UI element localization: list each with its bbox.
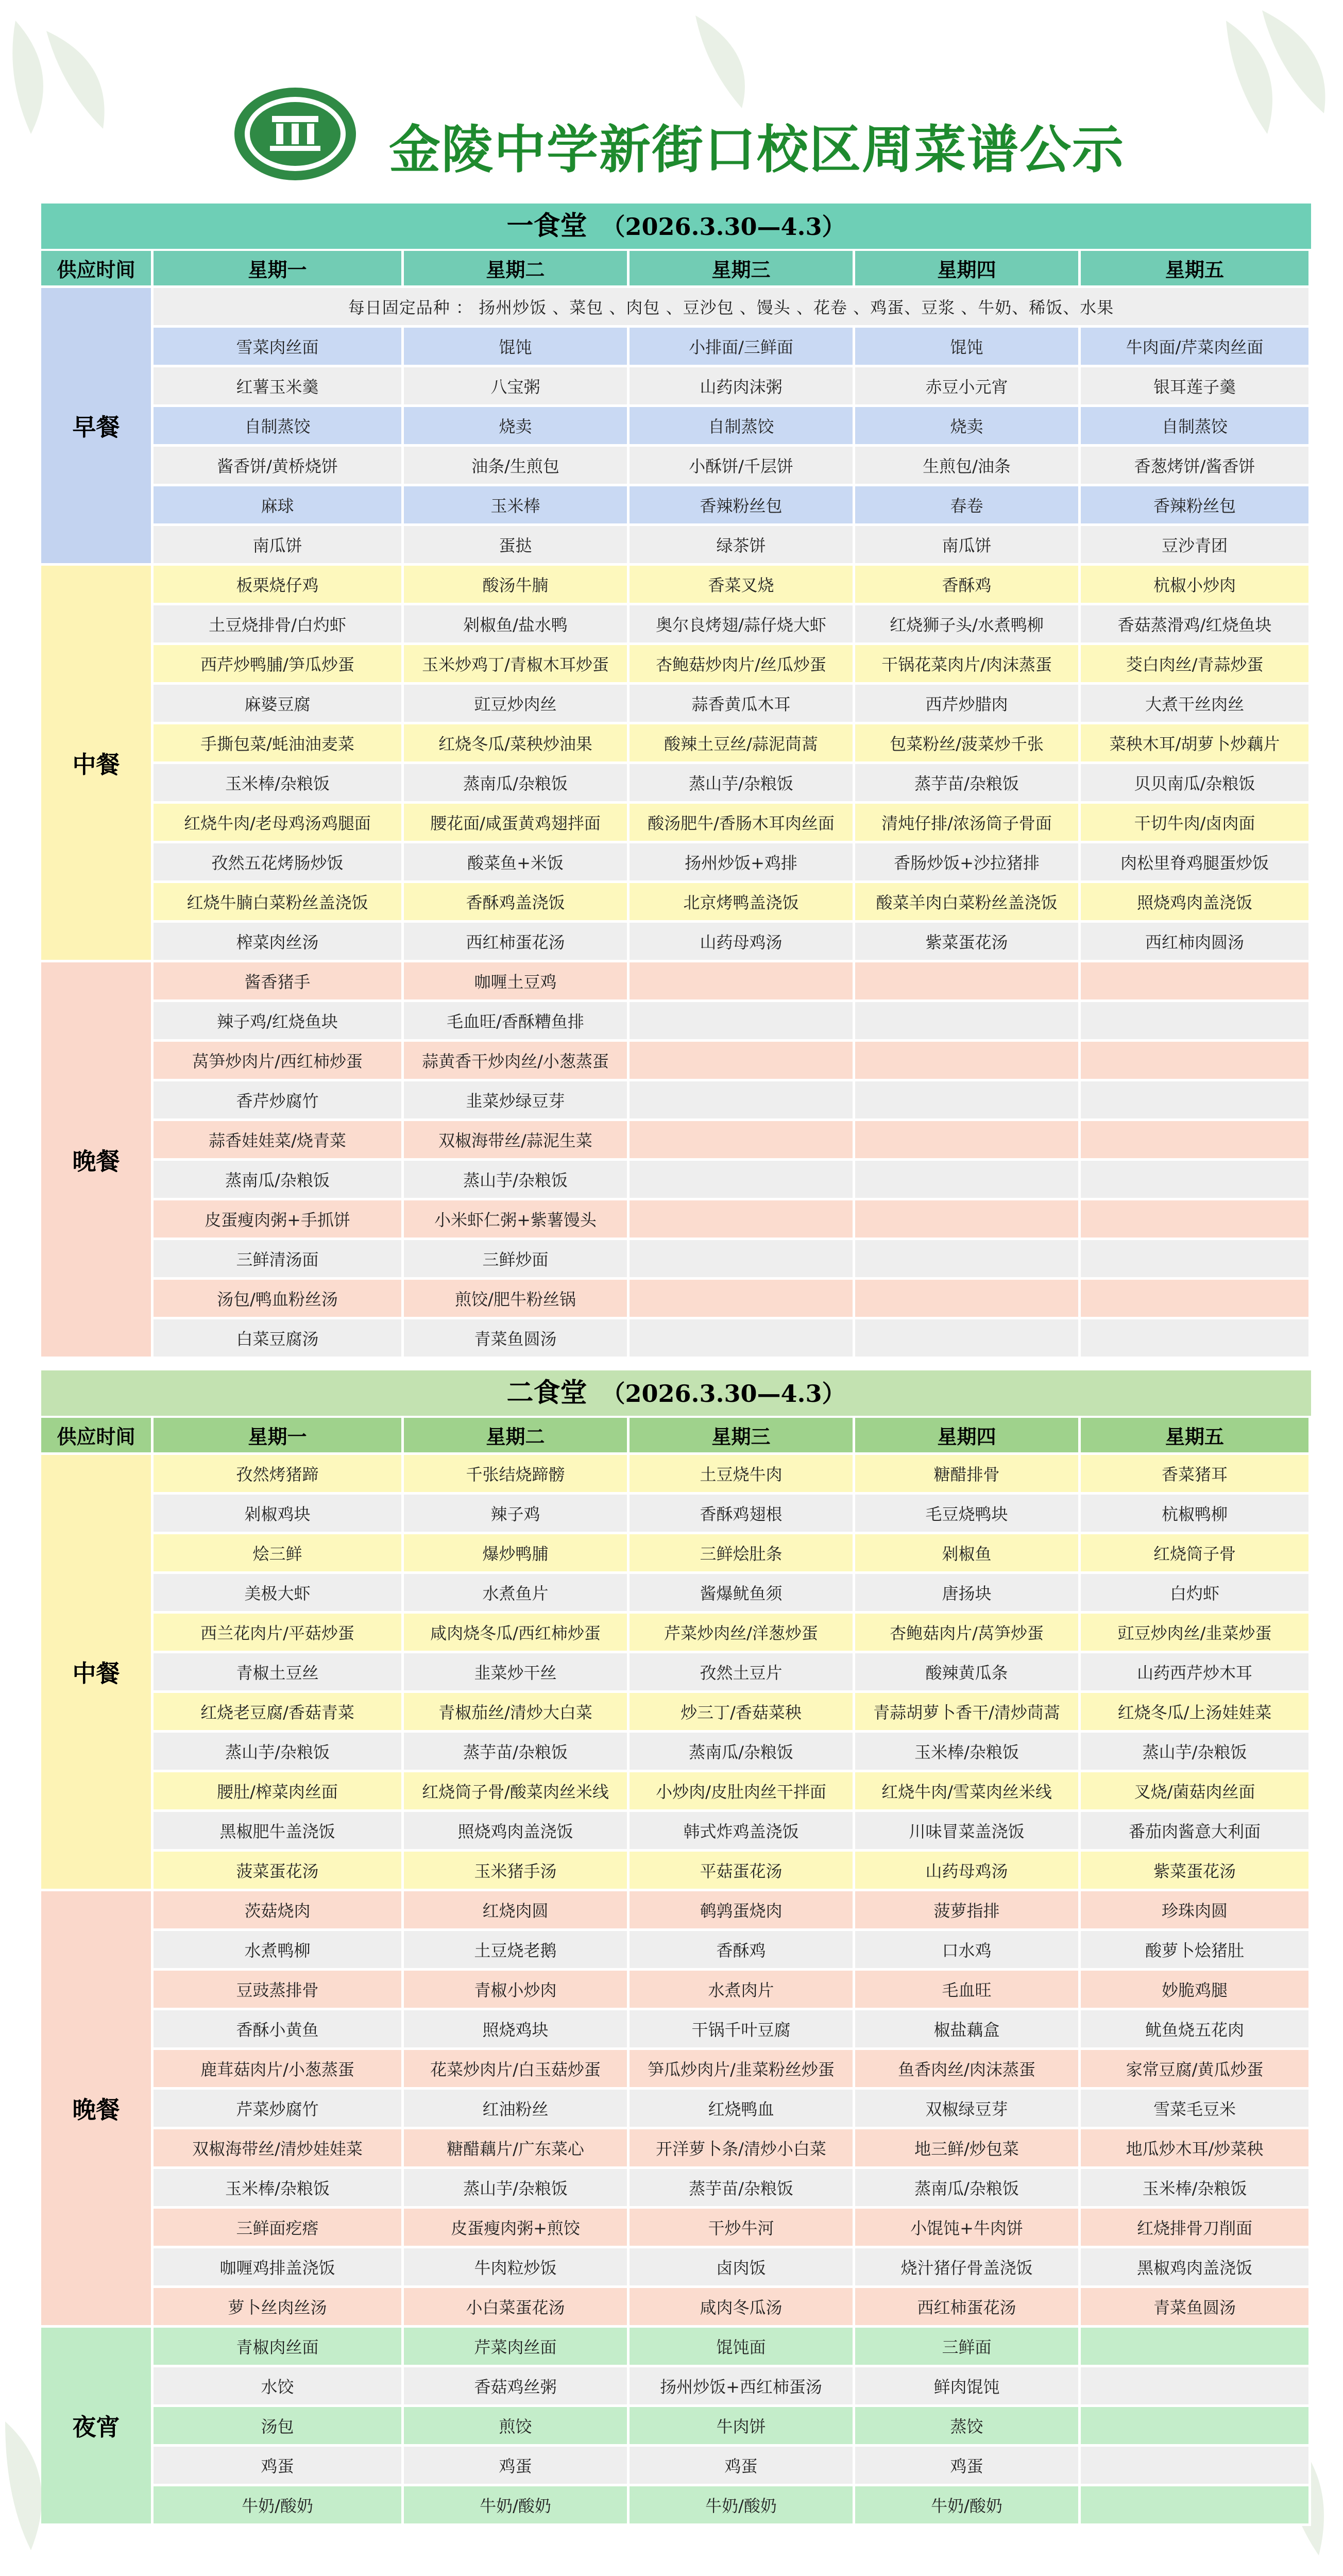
dish-cell: [1081, 1121, 1311, 1161]
dish-cell: 酸汤肥牛/香肠木耳肉丝面: [630, 804, 855, 843]
dish-cell: 韭菜炒干丝: [404, 1653, 630, 1693]
dish-cell: 酸菜羊肉白菜粉丝盖浇饭: [855, 883, 1081, 923]
dish-cell: 西兰花肉片/平菇炒蛋: [154, 1614, 404, 1653]
dish-cell: 馄饨: [855, 328, 1081, 367]
dish-cell: 珍珠肉圆: [1081, 1891, 1311, 1931]
dish-cell: 芹菜炒肉丝/洋葱炒蛋: [630, 1614, 855, 1653]
dish-cell: 鸡蛋: [154, 2447, 404, 2486]
dish-cell: 牛奶/酸奶: [855, 2486, 1081, 2526]
dish-cell: 香辣粉丝包: [630, 486, 855, 526]
meal-label: 早餐: [41, 288, 154, 566]
dish-cell: 烧汁猪仔骨盖浇饭: [855, 2248, 1081, 2288]
dish-cell: 三鲜面疙瘩: [154, 2209, 404, 2248]
dish-cell: 咖喱土豆鸡: [404, 962, 630, 1002]
dish-cell: 蒜香黄瓜木耳: [630, 685, 855, 724]
dish-cell: 山药西芹炒木耳: [1081, 1653, 1311, 1693]
dish-cell: 小馄饨+牛肉饼: [855, 2209, 1081, 2248]
dish-cell: 自制蒸饺: [630, 407, 855, 447]
dish-cell: 豇豆炒肉丝/韭菜炒蛋: [1081, 1614, 1311, 1653]
dish-cell: 雪菜毛豆米: [1081, 2090, 1311, 2129]
dish-cell: 蒸芋苗/杂粮饭: [630, 2169, 855, 2209]
dish-cell: 红烧冬瓜/菜秧炒油果: [404, 724, 630, 764]
dish-cell: 唐扬块: [855, 1574, 1081, 1614]
dish-cell: 酸汤牛腩: [404, 566, 630, 605]
dish-cell: 口水鸡: [855, 1931, 1081, 1971]
section-title: [41, 204, 1311, 251]
dish-cell: 麻球: [154, 486, 404, 526]
dish-cell: [630, 962, 855, 1002]
dish-cell: 香酥小黄鱼: [154, 2010, 404, 2050]
dish-cell: 三鲜清汤面: [154, 1240, 404, 1280]
dish-cell: 生煎包/油条: [855, 447, 1081, 486]
dish-cell: [855, 1280, 1081, 1319]
dish-cell: 水煮鱼片: [404, 1574, 630, 1614]
dish-cell: 千张结烧蹄髈: [404, 1455, 630, 1495]
dish-cell: 蒸山芋/杂粮饭: [404, 2169, 630, 2209]
dish-cell: 糖醋藕片/广东菜心: [404, 2129, 630, 2169]
dish-cell: 杭椒鸭柳: [1081, 1495, 1311, 1534]
meal-label: 晚餐: [41, 962, 154, 1359]
dish-cell: 菠菜蛋花汤: [154, 1852, 404, 1891]
dish-cell: 炒三丁/香菇菜秧: [630, 1693, 855, 1733]
dish-cell: 土豆烧老鹅: [404, 1931, 630, 1971]
dish-cell: [1081, 2486, 1311, 2526]
canteen-name: 一食堂: [506, 211, 587, 242]
supply-time-header: 供应时间: [41, 1418, 154, 1455]
dish-cell: 红薯玉米羹: [154, 367, 404, 407]
dish-cell: 红烧牛肉/雪菜肉丝米线: [855, 1772, 1081, 1812]
dish-cell: 鱿鱼烧五花肉: [1081, 2010, 1311, 2050]
dish-cell: 笋瓜炒肉片/韭菜粉丝炒蛋: [630, 2050, 855, 2090]
dish-cell: 干炒牛河: [630, 2209, 855, 2248]
dish-cell: 萝卜丝肉丝汤: [154, 2288, 404, 2328]
dish-cell: 鹌鹑蛋烧肉: [630, 1891, 855, 1931]
dish-cell: 汤包: [154, 2407, 404, 2447]
dish-cell: 红烧筒子骨/酸菜肉丝米线: [404, 1772, 630, 1812]
dish-cell: 豆豉蒸排骨: [154, 1971, 404, 2010]
dish-cell: 酱爆鱿鱼须: [630, 1574, 855, 1614]
dish-cell: 红烧牛腩白菜粉丝盖浇饭: [154, 883, 404, 923]
dish-cell: [630, 1319, 855, 1359]
dish-cell: 小米虾仁粥+紫薯馒头: [404, 1200, 630, 1240]
weekday-header: 星期一: [154, 251, 404, 288]
dish-cell: 蒸南瓜/杂粮饭: [855, 2169, 1081, 2209]
dish-cell: 蒸山芋/杂粮饭: [630, 764, 855, 804]
dish-cell: [1081, 1319, 1311, 1359]
dish-cell: 自制蒸饺: [1081, 407, 1311, 447]
dish-cell: 水煮肉片: [630, 1971, 855, 2010]
dish-cell: 玉米炒鸡丁/青椒木耳炒蛋: [404, 645, 630, 685]
dish-cell: [1081, 1200, 1311, 1240]
dish-cell: 青椒茄丝/清炒大白菜: [404, 1693, 630, 1733]
dish-cell: 玉米棒/杂粮饭: [1081, 2169, 1311, 2209]
dish-cell: 蒸南瓜/杂粮饭: [404, 764, 630, 804]
dish-cell: 牛肉面/芹菜肉丝面: [1081, 328, 1311, 367]
dish-cell: 叉烧/菌菇肉丝面: [1081, 1772, 1311, 1812]
dish-cell: 爆炒鸭脯: [404, 1534, 630, 1574]
dish-cell: 玉米棒: [404, 486, 630, 526]
dish-cell: 红烧筒子骨: [1081, 1534, 1311, 1574]
dish-cell: 酸菜鱼+米饭: [404, 843, 630, 883]
dish-cell: 西红柿蛋花汤: [855, 2288, 1081, 2328]
dish-cell: 牛肉饼: [630, 2407, 855, 2447]
dish-cell: [630, 1042, 855, 1081]
dish-cell: 卤肉饭: [630, 2248, 855, 2288]
dish-cell: [1081, 2407, 1311, 2447]
weekday-header: 星期一: [154, 1418, 404, 1455]
dish-cell: 鸡蛋: [404, 2447, 630, 2486]
dish-cell: 大煮干丝肉丝: [1081, 685, 1311, 724]
dish-cell: 香葱烤饼/酱香饼: [1081, 447, 1311, 486]
dish-cell: [630, 1002, 855, 1042]
dish-cell: 香菇鸡丝粥: [404, 2367, 630, 2407]
dish-cell: 双椒海带丝/清炒娃娃菜: [154, 2129, 404, 2169]
dish-cell: 红烧牛肉/老母鸡汤鸡腿面: [154, 804, 404, 843]
date-range: （2026.3.30—4.3）: [601, 213, 846, 241]
dish-cell: 孜然烤猪蹄: [154, 1455, 404, 1495]
dish-cell: [630, 1121, 855, 1161]
dish-cell: 鸡蛋: [630, 2447, 855, 2486]
dish-cell: 玉米棒/杂粮饭: [154, 2169, 404, 2209]
dish-cell: [855, 1002, 1081, 1042]
dish-cell: 油条/生煎包: [404, 447, 630, 486]
dish-cell: 韭菜炒绿豆芽: [404, 1081, 630, 1121]
dish-cell: 馄饨面: [630, 2328, 855, 2367]
dish-cell: [855, 1081, 1081, 1121]
dish-cell: 南瓜饼: [855, 526, 1081, 566]
dish-cell: 青椒肉丝面: [154, 2328, 404, 2367]
dish-cell: 椒盐藕盒: [855, 2010, 1081, 2050]
dish-cell: 蒸山芋/杂粮饭: [1081, 1733, 1311, 1772]
dish-cell: 馄饨: [404, 328, 630, 367]
dish-cell: 豆沙青团: [1081, 526, 1311, 566]
dish-cell: 菠萝指排: [855, 1891, 1081, 1931]
dish-cell: [630, 1081, 855, 1121]
dish-cell: 干锅千叶豆腐: [630, 2010, 855, 2050]
dish-cell: 剁椒鸡块: [154, 1495, 404, 1534]
dish-cell: 青椒小炒肉: [404, 1971, 630, 2010]
dish-cell: 紫菜蛋花汤: [855, 923, 1081, 962]
dish-cell: 蒸南瓜/杂粮饭: [630, 1733, 855, 1772]
dish-cell: 牛奶/酸奶: [630, 2486, 855, 2526]
section-title: [41, 1370, 1311, 1418]
dish-cell: 红烧鸭血: [630, 2090, 855, 2129]
dish-cell: 豇豆炒肉丝: [404, 685, 630, 724]
dish-cell: 红烧老豆腐/香菇青菜: [154, 1693, 404, 1733]
dish-cell: 蒜黄香干炒肉丝/小葱蒸蛋: [404, 1042, 630, 1081]
dish-cell: 青菜鱼圆汤: [1081, 2288, 1311, 2328]
dish-cell: 蒸芋苗/杂粮饭: [404, 1733, 630, 1772]
dish-cell: 肉松里脊鸡腿蛋炒饭: [1081, 843, 1311, 883]
dish-cell: 皮蛋瘦肉粥+手抓饼: [154, 1200, 404, 1240]
dish-cell: 辣子鸡/红烧鱼块: [154, 1002, 404, 1042]
dish-cell: 山药母鸡汤: [630, 923, 855, 962]
dish-cell: 酸萝卜烩猪肚: [1081, 1931, 1311, 1971]
dish-cell: 南瓜饼: [154, 526, 404, 566]
dish-cell: [855, 1042, 1081, 1081]
dish-cell: 玉米猪手汤: [404, 1852, 630, 1891]
weekday-header: 星期二: [404, 251, 630, 288]
dish-cell: 剁椒鱼/盐水鸭: [404, 605, 630, 645]
dish-cell: 辣子鸡: [404, 1495, 630, 1534]
dish-cell: 茭白肉丝/青蒜炒蛋: [1081, 645, 1311, 685]
weekday-header: 星期五: [1081, 251, 1311, 288]
dish-cell: 香芹炒腐竹: [154, 1081, 404, 1121]
dish-cell: 小排面/三鲜面: [630, 328, 855, 367]
dish-cell: 红烧肉圆: [404, 1891, 630, 1931]
dish-cell: 赤豆小元宵: [855, 367, 1081, 407]
dish-cell: 蒸山芋/杂粮饭: [404, 1161, 630, 1200]
page-title: 金陵中学新街口校区周菜谱公示: [389, 120, 1125, 180]
dish-cell: 红油粉丝: [404, 2090, 630, 2129]
dish-cell: 扬州炒饭+鸡排: [630, 843, 855, 883]
weekday-header: 星期五: [1081, 1418, 1311, 1455]
dish-cell: 扬州炒饭+西红柿蛋汤: [630, 2367, 855, 2407]
dish-cell: 咸肉冬瓜汤: [630, 2288, 855, 2328]
canteen-name: 二食堂: [506, 1378, 587, 1409]
dish-cell: 香酥鸡: [855, 566, 1081, 605]
dish-cell: 银耳莲子羹: [1081, 367, 1311, 407]
dish-cell: 水饺: [154, 2367, 404, 2407]
dish-cell: 酸辣黄瓜条: [855, 1653, 1081, 1693]
dish-cell: 家常豆腐/黄瓜炒蛋: [1081, 2050, 1311, 2090]
dish-cell: 鹿茸菇肉片/小葱蒸蛋: [154, 2050, 404, 2090]
dish-cell: 毛豆烧鸭块: [855, 1495, 1081, 1534]
dish-cell: 平菇蛋花汤: [630, 1852, 855, 1891]
dish-cell: 八宝粥: [404, 367, 630, 407]
dish-cell: 煎饺/肥牛粉丝锅: [404, 1280, 630, 1319]
daily-fixed-items: 每日固定品种 ： 扬州炒饭 、菜包 、肉包 、豆沙包 、馒头 、花卷 、鸡蛋、豆浆 、牛奶、稀饭、水果: [154, 288, 1311, 328]
dish-cell: [1081, 2447, 1311, 2486]
dish-cell: 地瓜炒木耳/炒菜秧: [1081, 2129, 1311, 2169]
dish-cell: 小酥饼/千层饼: [630, 447, 855, 486]
dish-cell: 北京烤鸭盖浇饭: [630, 883, 855, 923]
dish-cell: 香菇蒸滑鸡/红烧鱼块: [1081, 605, 1311, 645]
dish-cell: 雪菜肉丝面: [154, 328, 404, 367]
dish-cell: [855, 1121, 1081, 1161]
dish-cell: 韩式炸鸡盖浇饭: [630, 1812, 855, 1852]
dish-cell: 香肠炒饭+沙拉猪排: [855, 843, 1081, 883]
dish-cell: 菜秧木耳/胡萝卜炒藕片: [1081, 724, 1311, 764]
dish-cell: 杏鲍菇炒肉片/丝瓜炒蛋: [630, 645, 855, 685]
dish-cell: 白灼虾: [1081, 1574, 1311, 1614]
weekday-header: 星期二: [404, 1418, 630, 1455]
dish-cell: [1081, 1081, 1311, 1121]
dish-cell: 土豆烧排骨/白灼虾: [154, 605, 404, 645]
dish-cell: 西芹炒腊肉: [855, 685, 1081, 724]
dish-cell: 芹菜肉丝面: [404, 2328, 630, 2367]
dish-cell: 莴笋炒肉片/西红柿炒蛋: [154, 1042, 404, 1081]
dish-cell: 绿茶饼: [630, 526, 855, 566]
dish-cell: 照烧鸡肉盖浇饭: [404, 1812, 630, 1852]
dish-cell: 青菜鱼圆汤: [404, 1319, 630, 1359]
dish-cell: 蒸芋苗/杂粮饭: [855, 764, 1081, 804]
dish-cell: 西芹炒鸭脯/笋瓜炒蛋: [154, 645, 404, 685]
dish-cell: 酱香饼/黄桥烧饼: [154, 447, 404, 486]
weekday-header: 星期三: [630, 1418, 855, 1455]
dish-cell: 汤包/鸭血粉丝汤: [154, 1280, 404, 1319]
dish-cell: [855, 1319, 1081, 1359]
dish-cell: 蒸山芋/杂粮饭: [154, 1733, 404, 1772]
dish-cell: 川味冒菜盖浇饭: [855, 1812, 1081, 1852]
meal-label: 中餐: [41, 566, 154, 962]
dish-cell: 青蒜胡萝卜香干/清炒茼蒿: [855, 1693, 1081, 1733]
dish-cell: 香菜叉烧: [630, 566, 855, 605]
dish-cell: 贝贝南瓜/杂粮饭: [1081, 764, 1311, 804]
dish-cell: 紫菜蛋花汤: [1081, 1852, 1311, 1891]
canteen-two-section: [41, 1370, 1311, 2526]
dish-cell: 双椒绿豆芽: [855, 2090, 1081, 2129]
dish-cell: 红烧狮子头/水煮鸭柳: [855, 605, 1081, 645]
dish-cell: [855, 1240, 1081, 1280]
dish-cell: 香酥鸡盖浇饭: [404, 883, 630, 923]
dish-cell: 茨菇烧肉: [154, 1891, 404, 1931]
dish-cell: 香辣粉丝包: [1081, 486, 1311, 526]
dish-cell: 剁椒鱼: [855, 1534, 1081, 1574]
dish-cell: 山药肉沫粥: [630, 367, 855, 407]
dish-cell: 牛奶/酸奶: [404, 2486, 630, 2526]
dish-cell: 春卷: [855, 486, 1081, 526]
dish-cell: 三鲜面: [855, 2328, 1081, 2367]
dish-cell: 皮蛋瘦肉粥+煎饺: [404, 2209, 630, 2248]
dish-cell: 孜然五花烤肠炒饭: [154, 843, 404, 883]
dish-cell: 芹菜炒腐竹: [154, 2090, 404, 2129]
dish-cell: 鲜肉馄饨: [855, 2367, 1081, 2407]
dish-cell: 小炒肉/皮肚肉丝干拌面: [630, 1772, 855, 1812]
dish-cell: 美极大虾: [154, 1574, 404, 1614]
dish-cell: [630, 1200, 855, 1240]
dish-cell: 西红柿蛋花汤: [404, 923, 630, 962]
dish-cell: [1081, 1042, 1311, 1081]
dish-cell: [855, 962, 1081, 1002]
dish-cell: [630, 1161, 855, 1200]
meal-label: 晚餐: [41, 1891, 154, 2328]
dish-cell: 黑椒鸡肉盖浇饭: [1081, 2248, 1311, 2288]
dish-cell: 烧卖: [404, 407, 630, 447]
dish-cell: 蛋挞: [404, 526, 630, 566]
weekday-header: 星期四: [855, 1418, 1081, 1455]
dish-cell: 山药母鸡汤: [855, 1852, 1081, 1891]
dish-cell: 鱼香肉丝/肉沫蒸蛋: [855, 2050, 1081, 2090]
meal-label: 夜宵: [41, 2328, 154, 2526]
dish-cell: 玉米棒/杂粮饭: [154, 764, 404, 804]
dish-cell: 蒸饺: [855, 2407, 1081, 2447]
dish-cell: 开洋萝卜条/清炒小白菜: [630, 2129, 855, 2169]
dish-cell: 自制蒸饺: [154, 407, 404, 447]
dish-cell: 照烧鸡肉盖浇饭: [1081, 883, 1311, 923]
dish-cell: 番茄肉酱意大利面: [1081, 1812, 1311, 1852]
dish-cell: 酱香猪手: [154, 962, 404, 1002]
date-range: （2026.3.30—4.3）: [601, 1380, 846, 1408]
weekday-header: 星期四: [855, 251, 1081, 288]
dish-cell: 毛血旺/香酥糟鱼排: [404, 1002, 630, 1042]
dish-cell: 孜然土豆片: [630, 1653, 855, 1693]
dish-cell: 香酥鸡翅根: [630, 1495, 855, 1534]
page-header: [0, 0, 1343, 191]
dish-cell: [630, 1240, 855, 1280]
dish-cell: 牛肉粒炒饭: [404, 2248, 630, 2288]
dish-cell: 煎饺: [404, 2407, 630, 2447]
logo-year: 1888: [283, 170, 307, 180]
dish-cell: 鸡蛋: [855, 2447, 1081, 2486]
dish-cell: [1081, 962, 1311, 1002]
dish-cell: 腰花面/咸蛋黄鸡翅拌面: [404, 804, 630, 843]
dish-cell: 毛血旺: [855, 1971, 1081, 2010]
dish-cell: 青椒土豆丝: [154, 1653, 404, 1693]
dish-cell: 照烧鸡块: [404, 2010, 630, 2050]
supply-time-header: 供应时间: [41, 251, 154, 288]
dish-cell: [855, 1161, 1081, 1200]
dish-cell: 妙脆鸡腿: [1081, 1971, 1311, 2010]
dish-cell: 干切牛肉/卤肉面: [1081, 804, 1311, 843]
dish-cell: 土豆烧牛肉: [630, 1455, 855, 1495]
canteen-one-section: [41, 204, 1311, 1359]
dish-cell: [1081, 1002, 1311, 1042]
dish-cell: 蒸南瓜/杂粮饭: [154, 1161, 404, 1200]
dish-cell: [1081, 1280, 1311, 1319]
dish-cell: [1081, 1240, 1311, 1280]
dish-cell: 香菜猪耳: [1081, 1455, 1311, 1495]
dish-cell: 腰肚/榨菜肉丝面: [154, 1772, 404, 1812]
dish-cell: 三鲜炒面: [404, 1240, 630, 1280]
dish-cell: [1081, 1161, 1311, 1200]
dish-cell: 榨菜肉丝汤: [154, 923, 404, 962]
dish-cell: 板栗烧仔鸡: [154, 566, 404, 605]
dish-cell: 麻婆豆腐: [154, 685, 404, 724]
dish-cell: 咸肉烧冬瓜/西红柿炒蛋: [404, 1614, 630, 1653]
dish-cell: 包菜粉丝/菠菜炒千张: [855, 724, 1081, 764]
dish-cell: 香酥鸡: [630, 1931, 855, 1971]
menu-table: [41, 1418, 1311, 2526]
dish-cell: 杭椒小炒肉: [1081, 566, 1311, 605]
dish-cell: 西红柿肉圆汤: [1081, 923, 1311, 962]
dish-cell: 三鲜烩肚条: [630, 1534, 855, 1574]
dish-cell: 地三鲜/炒包菜: [855, 2129, 1081, 2169]
dish-cell: 白菜豆腐汤: [154, 1319, 404, 1359]
dish-cell: 牛奶/酸奶: [154, 2486, 404, 2526]
dish-cell: 奥尔良烤翅/蒜仔烧大虾: [630, 605, 855, 645]
dish-cell: [1081, 2328, 1311, 2367]
school-logo-icon: [231, 85, 360, 183]
dish-cell: 手撕包菜/蚝油油麦菜: [154, 724, 404, 764]
dish-cell: [1081, 2367, 1311, 2407]
dish-cell: 黑椒肥牛盖浇饭: [154, 1812, 404, 1852]
dish-cell: 玉米棒/杂粮饭: [855, 1733, 1081, 1772]
dish-cell: 水煮鸭柳: [154, 1931, 404, 1971]
dish-cell: 咖喱鸡排盖浇饭: [154, 2248, 404, 2288]
dish-cell: 烩三鲜: [154, 1534, 404, 1574]
meal-label: 中餐: [41, 1455, 154, 1891]
dish-cell: 小白菜蛋花汤: [404, 2288, 630, 2328]
dish-cell: [855, 1200, 1081, 1240]
dish-cell: 红烧排骨刀削面: [1081, 2209, 1311, 2248]
dish-cell: 干锅花菜肉片/肉沫蒸蛋: [855, 645, 1081, 685]
dish-cell: 杏鲍菇肉片/莴笋炒蛋: [855, 1614, 1081, 1653]
dish-cell: 蒜香娃娃菜/烧青菜: [154, 1121, 404, 1161]
dish-cell: 酸辣土豆丝/蒜泥茼蒿: [630, 724, 855, 764]
dish-cell: 双椒海带丝/蒜泥生菜: [404, 1121, 630, 1161]
menu-table: [41, 251, 1311, 1359]
dish-cell: 花菜炒肉片/白玉菇炒蛋: [404, 2050, 630, 2090]
dish-cell: 红烧冬瓜/上汤娃娃菜: [1081, 1693, 1311, 1733]
dish-cell: 清炖仔排/浓汤筒子骨面: [855, 804, 1081, 843]
dish-cell: 烧卖: [855, 407, 1081, 447]
dish-cell: [630, 1280, 855, 1319]
weekday-header: 星期三: [630, 251, 855, 288]
dish-cell: 糖醋排骨: [855, 1455, 1081, 1495]
